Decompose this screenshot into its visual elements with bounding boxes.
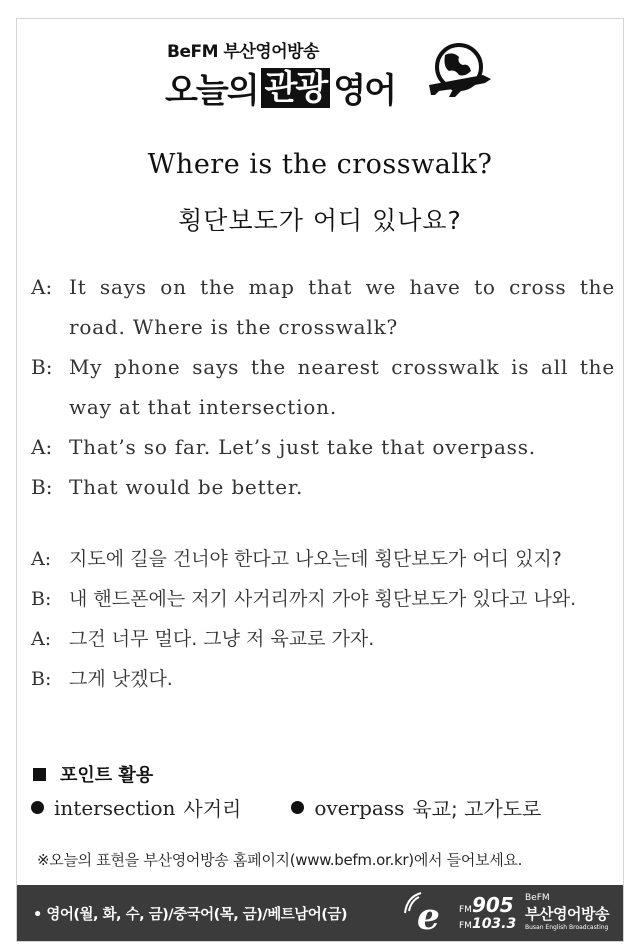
point-item xyxy=(291,793,541,822)
dialogue-text: 그게 낫겠다. xyxy=(69,668,173,690)
svg-text:e: e xyxy=(417,896,440,935)
dialogue-text: 그건 너무 멀다. 그냥 저 육교로 가자. xyxy=(69,628,375,650)
point-item xyxy=(31,793,241,822)
speaker-label: A: xyxy=(31,628,52,650)
dialogue-line xyxy=(31,659,615,699)
befm-logo xyxy=(403,891,613,935)
dialogue-korean xyxy=(31,539,615,699)
dialogue-line xyxy=(31,467,615,507)
dialogue-text: 지도에 길을 건너야 한다고 나오는데 횡단보도가 어디 있지? xyxy=(69,548,562,570)
dialogue-line xyxy=(31,539,615,579)
dialogue-english xyxy=(31,267,615,507)
point-english: overpass xyxy=(314,795,405,820)
bullet-dot-icon xyxy=(291,801,304,814)
brand-title-pre: 오늘의 xyxy=(165,71,258,111)
fm-label: FM xyxy=(459,921,472,931)
dialogue-line xyxy=(31,347,615,427)
station-short-name: BeFM xyxy=(525,893,550,903)
brand-title-post: 영어 xyxy=(333,71,395,111)
speaker-label: A: xyxy=(31,275,53,299)
station-name-block xyxy=(525,893,609,931)
website-note: ※오늘의 표현을 부산영어방송 홈페이지(www.befm.or.kr)에서 들어보세요. xyxy=(37,851,523,869)
dialogue-text: My phone says the nearest crosswalk is all the way at that intersection. xyxy=(69,355,615,419)
dialogue-text: That would be better. xyxy=(69,475,304,499)
radio-e-icon xyxy=(403,891,459,935)
frequency-block xyxy=(459,893,516,932)
point-korean: 사거리 xyxy=(183,797,242,821)
square-bullet-icon xyxy=(33,768,46,781)
speaker-label: A: xyxy=(31,548,52,570)
dialogue-line xyxy=(31,267,615,347)
points-list xyxy=(31,793,615,822)
brand-title xyxy=(165,63,395,112)
speaker-label: B: xyxy=(31,475,53,499)
dialogue-line xyxy=(31,619,615,659)
globe-airplane-icon xyxy=(425,39,495,107)
station-name: 부산영어방송 xyxy=(525,905,609,923)
frequency-primary: 905 xyxy=(471,893,514,917)
header xyxy=(17,19,623,129)
dialogue-text: That’s so far. Let’s just take that overpass. xyxy=(69,435,536,459)
station-tagline: Busan English Broadcasting xyxy=(525,924,609,931)
dialogue-line xyxy=(31,579,615,619)
speaker-label: B: xyxy=(31,355,53,379)
article-card xyxy=(16,18,624,942)
title-english: Where is the crosswalk? xyxy=(147,149,493,180)
fm-label: FM xyxy=(459,905,472,915)
points-heading xyxy=(33,761,153,787)
point-korean: 육교; 고가도로 xyxy=(412,797,542,821)
point-english: intersection xyxy=(54,795,176,820)
speaker-label: A: xyxy=(31,435,53,459)
dialogue-text: It says on the map that we have to cross the road. Where is the crosswalk? xyxy=(69,275,615,339)
dialogue-text: 내 핸드폰에는 저기 사거리까지 가야 횡단보도가 있다고 나와. xyxy=(69,588,577,610)
brand-subtitle: BeFM 부산영어방송 xyxy=(167,42,319,62)
title-korean: 횡단보도가 어디 있나요? xyxy=(178,206,462,235)
broadcast-schedule: • 영어(월, 화, 수, 금)/중국어(목, 금)/베트남어(금) xyxy=(33,906,348,923)
speaker-label: B: xyxy=(31,588,52,610)
points-heading-label: 포인트 활용 xyxy=(60,765,154,786)
speaker-label: B: xyxy=(31,668,52,690)
footer-bar xyxy=(17,885,623,941)
bullet-dot-icon xyxy=(31,801,44,814)
brand-title-box: 관광 xyxy=(261,68,331,108)
dialogue-line xyxy=(31,427,615,467)
frequency-secondary: 103.3 xyxy=(471,916,517,932)
